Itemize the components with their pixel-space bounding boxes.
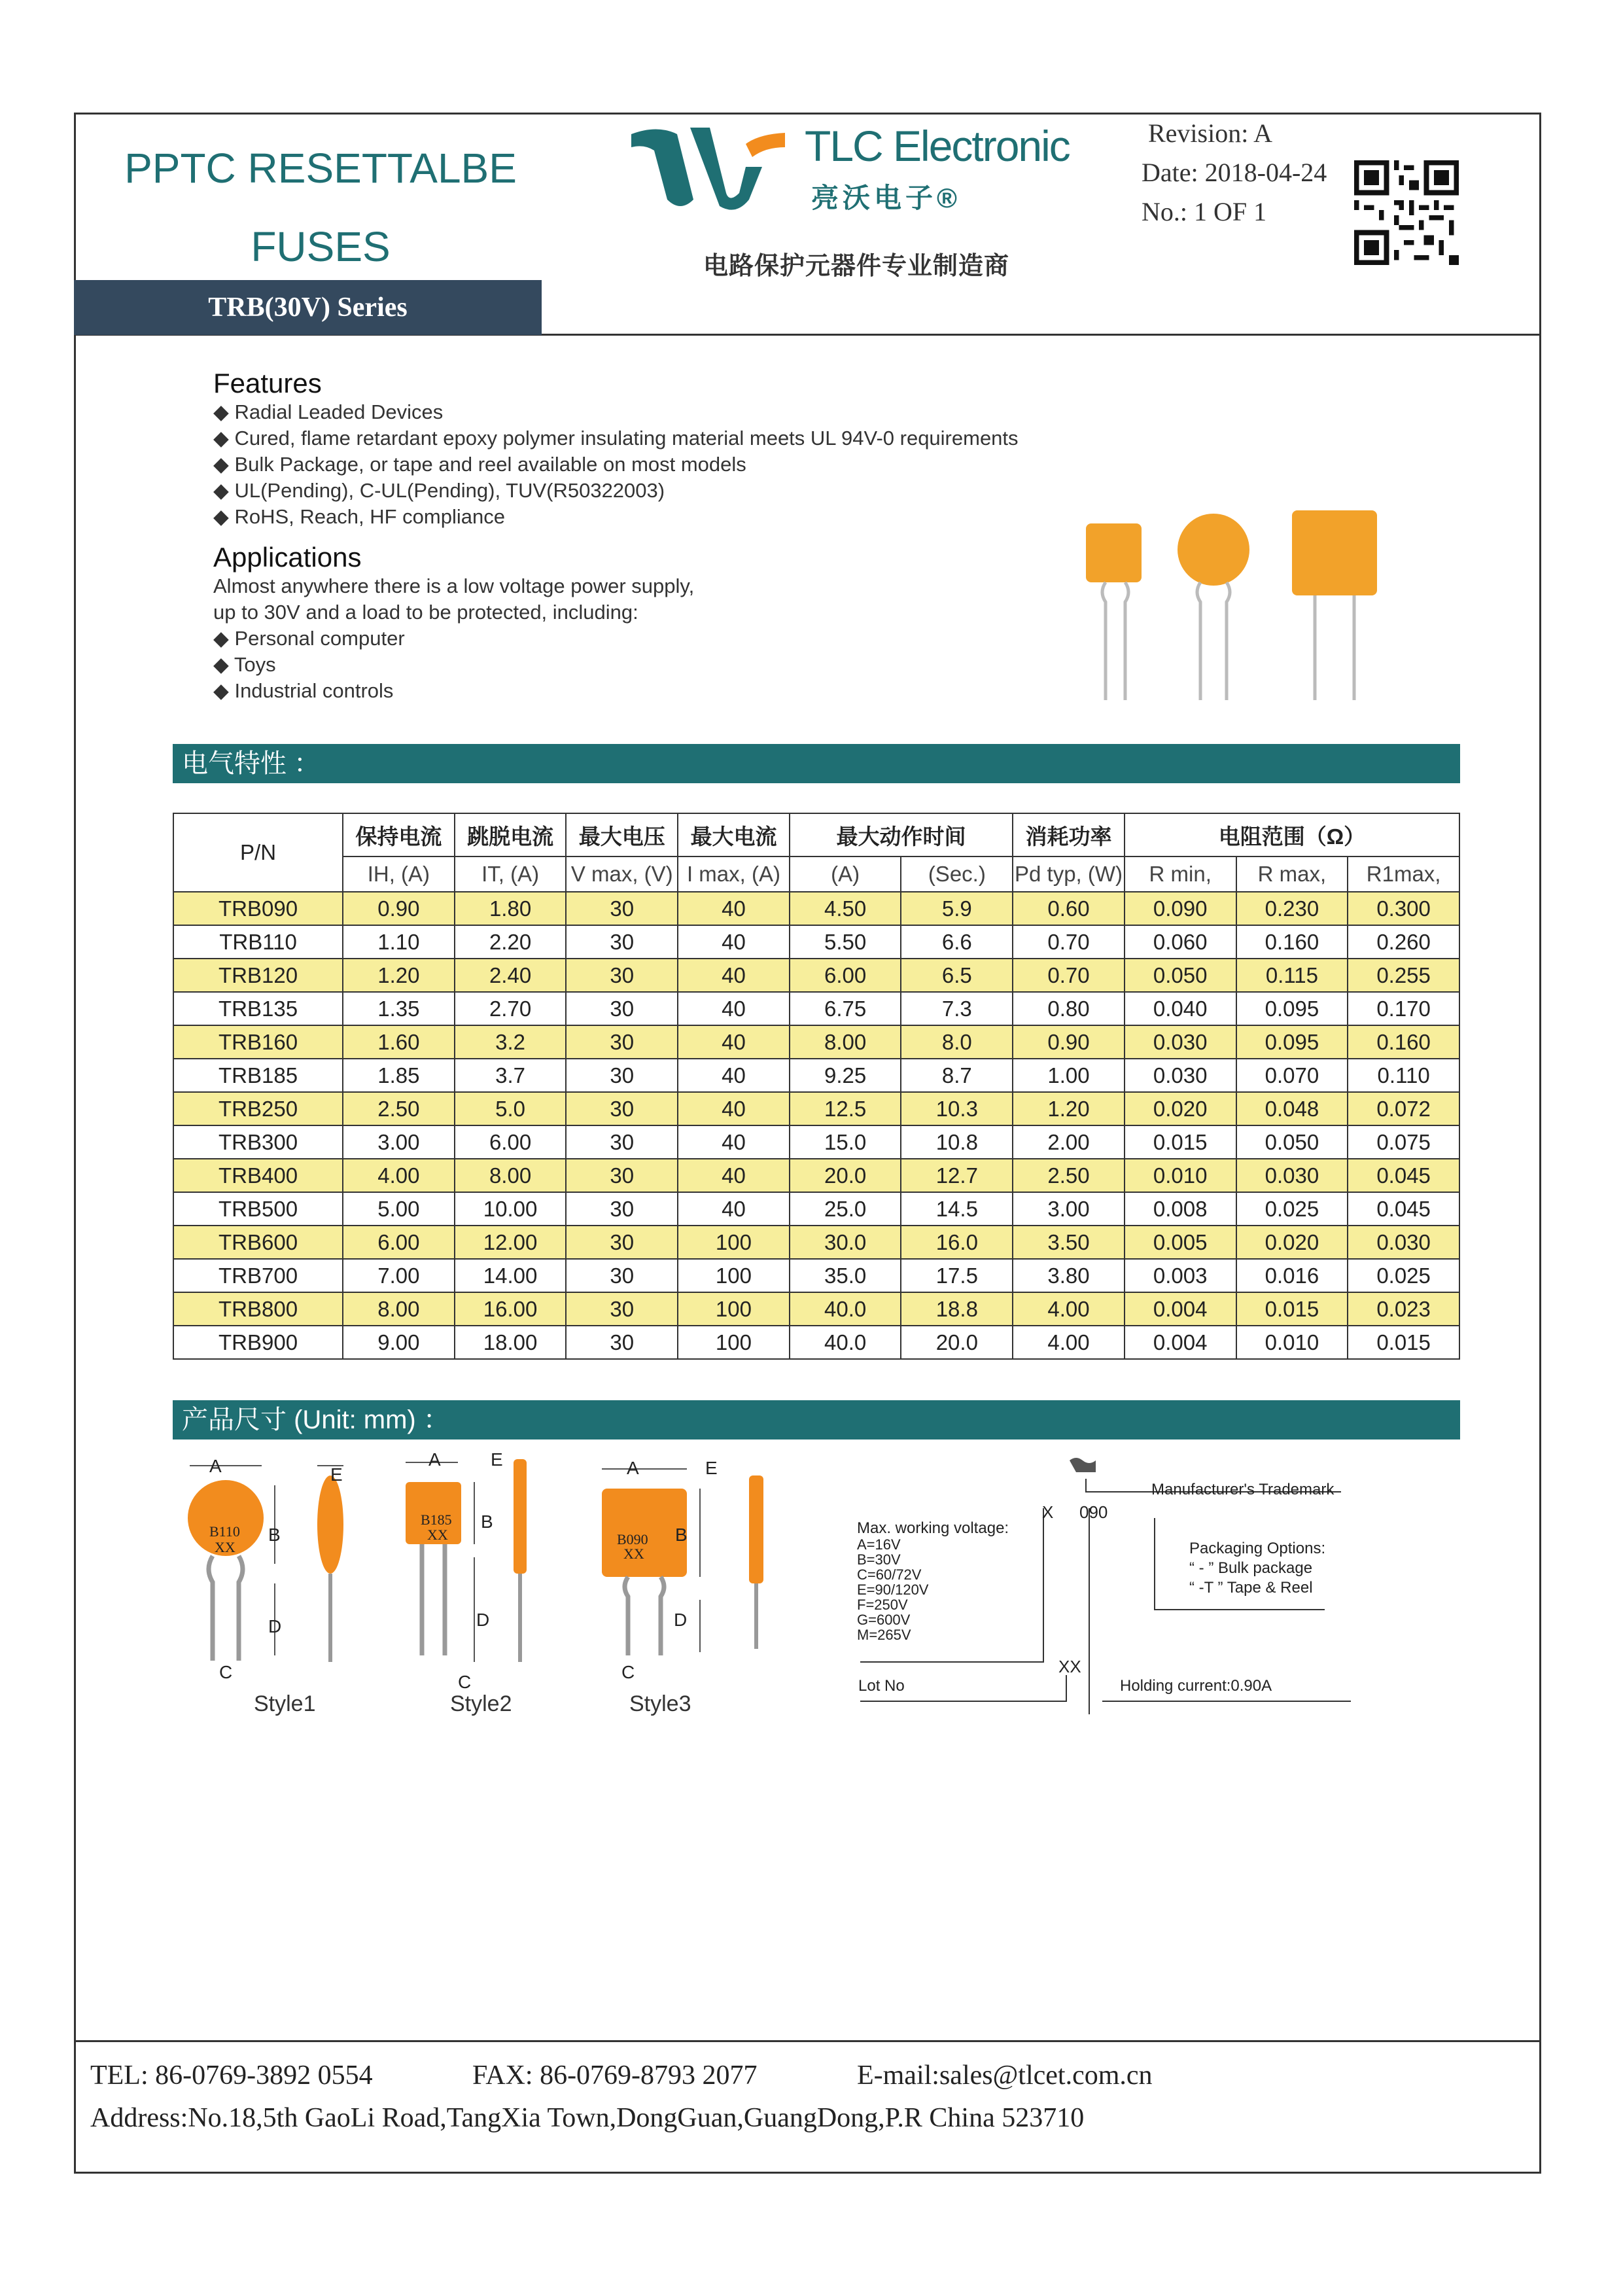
voltage-option: C=60/72V [857,1566,922,1583]
table-row [173,992,1459,1025]
value-cell: 0.070 [1236,1059,1348,1092]
value-cell: 0.70 [1013,959,1125,992]
part-number-cell: TRB120 [173,959,343,992]
value-cell: 12.5 [790,1092,901,1125]
value-cell: 8.00 [790,1025,901,1059]
marking-x: X [1042,1502,1054,1522]
value-cell: 16.0 [901,1226,1013,1259]
value-cell: 40.0 [790,1292,901,1326]
dim-letter: A [428,1449,441,1470]
value-cell: 0.300 [1348,892,1459,925]
value-cell: 0.045 [1348,1192,1459,1226]
value-cell: 0.115 [1236,959,1348,992]
value-cell: 1.80 [455,892,567,925]
voltage-title: Max. working voltage: [857,1519,1009,1537]
dim-letter: C [458,1672,472,1692]
style2-drawing [393,1446,550,1688]
value-cell: 0.004 [1125,1292,1236,1326]
value-cell: 2.20 [455,925,567,959]
value-cell: 5.00 [343,1192,455,1226]
value-cell: 0.030 [1125,1025,1236,1059]
value-cell: 0.60 [1013,892,1125,925]
value-cell: 40 [678,1092,790,1125]
value-cell: 0.010 [1125,1159,1236,1192]
value-cell: 0.060 [1125,925,1236,959]
header-resistance: 电阻范围（Ω） [1125,813,1459,857]
part-number-cell: TRB135 [173,992,343,1025]
value-cell: 25.0 [790,1192,901,1226]
value-cell: 30 [566,1092,678,1125]
value-cell: 18.00 [455,1326,567,1359]
value-cell: 0.030 [1125,1059,1236,1092]
unit-cell: IT, (A) [455,857,567,892]
value-cell: 6.00 [790,959,901,992]
value-cell: 40.0 [790,1326,901,1359]
value-cell: 6.6 [901,925,1013,959]
style1-drawing [177,1453,366,1688]
value-cell: 40 [678,1125,790,1159]
value-cell: 30 [566,1125,678,1159]
value-cell: 3.80 [1013,1259,1125,1292]
value-cell: 30 [566,1226,678,1259]
voltage-option: E=90/120V [857,1581,929,1598]
value-cell: 0.160 [1348,1025,1459,1059]
table-row [173,1292,1459,1326]
style3-drawing [589,1456,785,1691]
doc-number: No.: 1 OF 1 [1142,197,1267,226]
header-imax: 最大电流 [678,813,790,857]
unit-cell: (A) [790,857,901,892]
table-row [173,1192,1459,1226]
dim-letter: C [219,1662,233,1682]
value-cell: 0.160 [1236,925,1348,959]
unit-cell: (Sec.) [901,857,1013,892]
table-row [173,1059,1459,1092]
unit-cell: Pd typ, (W) [1013,857,1125,892]
value-cell: 20.0 [790,1159,901,1192]
value-cell: 4.00 [1013,1292,1125,1326]
table-row [173,1326,1459,1359]
date: Date: 2018-04-24 [1142,158,1327,187]
part-number-cell: TRB160 [173,1025,343,1059]
value-cell: 9.00 [343,1326,455,1359]
header-pn: P/N [173,813,343,892]
voltage-option: G=600V [857,1612,911,1628]
part-marking: B110 [209,1523,240,1540]
part-number-cell: TRB090 [173,892,343,925]
value-cell: 30.0 [790,1226,901,1259]
part-number-cell: TRB185 [173,1059,343,1092]
table-row [173,1159,1459,1192]
voltage-option: B=30V [857,1551,901,1568]
voltage-option: F=250V [857,1597,908,1613]
value-cell: 30 [566,1025,678,1059]
value-cell: 30 [566,1292,678,1326]
feature-item: ◆ Radial Leaded Devices [213,400,444,423]
marking-code: 090 [1079,1502,1108,1522]
value-cell: 0.255 [1348,959,1459,992]
part-number-cell: TRB700 [173,1259,343,1292]
value-cell: 3.00 [1013,1192,1125,1226]
value-cell: 0.016 [1236,1259,1348,1292]
table-row [173,1092,1459,1125]
feature-item: ◆ RoHS, Reach, HF compliance [213,505,505,528]
value-cell: 3.7 [455,1059,567,1092]
dim-letter: B [675,1525,688,1545]
table-row [173,959,1459,992]
value-cell: 14.5 [901,1192,1013,1226]
value-cell: 2.70 [455,992,567,1025]
dim-letter: E [330,1464,343,1485]
value-cell: 18.8 [901,1292,1013,1326]
value-cell: 40 [678,925,790,959]
value-cell: 0.90 [1013,1025,1125,1059]
style1-label: Style1 [254,1691,316,1716]
dim-letter: E [491,1449,503,1470]
value-cell: 6.75 [790,992,901,1025]
footer-email: E-mail:sales@tlcet.com.cn [857,2060,1153,2091]
value-cell: 2.00 [1013,1125,1125,1159]
value-cell: 17.5 [901,1259,1013,1292]
value-cell: 0.030 [1348,1226,1459,1259]
value-cell: 30 [566,1259,678,1292]
unit-cell: IH, (A) [343,857,455,892]
part-marking: XX [427,1527,448,1543]
unit-cell: R max, [1236,857,1348,892]
value-cell: 0.025 [1236,1192,1348,1226]
value-cell: 0.230 [1236,892,1348,925]
title-line1: PPTC RESETTALBE [124,145,517,192]
features-heading: Features [213,368,322,398]
value-cell: 0.004 [1125,1326,1236,1359]
applications-intro: up to 30V and a load to be protected, including: [213,601,638,624]
value-cell: 6.00 [455,1125,567,1159]
part-number-cell: TRB600 [173,1226,343,1259]
unit-cell: V max, (V) [566,857,678,892]
part-number-cell: TRB500 [173,1192,343,1226]
value-cell: 40 [678,1159,790,1192]
applications-intro: Almost anywhere there is a low voltage power supply, [213,574,695,597]
dimensions-band: 产品尺寸 (Unit: mm) ： [173,1400,1460,1439]
part-marking: XX [623,1545,644,1562]
title-line2: FUSES [251,223,391,270]
value-cell: 0.008 [1125,1192,1236,1226]
part-number-cell: TRB250 [173,1092,343,1125]
style2-label: Style2 [450,1691,512,1716]
value-cell: 3.50 [1013,1226,1125,1259]
value-cell: 5.50 [790,925,901,959]
part-marking: B185 [421,1511,452,1528]
value-cell: 0.095 [1236,992,1348,1025]
value-cell: 10.3 [901,1092,1013,1125]
tlc-logo-icon [631,121,788,213]
dim-letter: C [621,1662,635,1682]
unit-cell: R min, [1125,857,1236,892]
value-cell: 0.030 [1236,1159,1348,1192]
value-cell: 0.005 [1125,1226,1236,1259]
value-cell: 0.090 [1125,892,1236,925]
value-cell: 2.40 [455,959,567,992]
value-cell: 30 [566,1326,678,1359]
value-cell: 0.110 [1348,1059,1459,1092]
brand-name: TLC Electronic [805,122,1070,170]
value-cell: 0.70 [1013,925,1125,959]
trademark-label: Manufacturer's Trademark [1151,1481,1335,1498]
part-number-cell: TRB900 [173,1326,343,1359]
value-cell: 0.045 [1348,1159,1459,1192]
lot-label: Lot No [858,1677,905,1695]
value-cell: 30 [566,1192,678,1226]
footer-tel: TEL: 86-0769-3892 0554 [90,2060,373,2091]
application-item: ◆ Industrial controls [213,679,394,702]
value-cell: 1.20 [343,959,455,992]
part-number-cell: TRB800 [173,1292,343,1326]
value-cell: 100 [678,1226,790,1259]
value-cell: 1.00 [1013,1059,1125,1092]
value-cell: 4.00 [1013,1326,1125,1359]
value-cell: 3.2 [455,1025,567,1059]
header-vmax: 最大电压 [566,813,678,857]
header-time: 最大动作时间 [790,813,1013,857]
value-cell: 0.010 [1236,1326,1348,1359]
dim-letter: B [481,1511,493,1532]
table-row [173,1259,1459,1292]
value-cell: 30 [566,1159,678,1192]
value-cell: 2.50 [1013,1159,1125,1192]
value-cell: 100 [678,1326,790,1359]
value-cell: 20.0 [901,1326,1013,1359]
value-cell: 0.003 [1125,1259,1236,1292]
header-hold: 保持电流 [343,813,455,857]
brand-name-cn: 亮沃电子® [811,183,961,213]
value-cell: 0.075 [1348,1125,1459,1159]
application-item: ◆ Personal computer [213,627,405,650]
value-cell: 1.10 [343,925,455,959]
revision: Revision: A [1148,118,1273,148]
packaging-option: “ - ” Bulk package [1189,1559,1313,1577]
value-cell: 7.3 [901,992,1013,1025]
part-marking: XX [215,1539,236,1555]
dim-letter: D [674,1610,688,1630]
value-cell: 0.015 [1348,1326,1459,1359]
value-cell: 0.260 [1348,925,1459,959]
value-cell: 9.25 [790,1059,901,1092]
value-cell: 0.015 [1236,1292,1348,1326]
series-label: TRB(30V) Series [74,280,542,335]
value-cell: 8.0 [901,1025,1013,1059]
value-cell: 0.020 [1236,1226,1348,1259]
part-number-cell: TRB110 [173,925,343,959]
part-marking: B090 [617,1531,648,1547]
value-cell: 3.00 [343,1125,455,1159]
unit-cell: I max, (A) [678,857,790,892]
dim-letter: A [627,1458,639,1478]
value-cell: 10.00 [455,1192,567,1226]
table-row [173,1226,1459,1259]
footer-address: Address:No.18,5th GaoLi Road,TangXia Town,DongGuan,GuangDong,P.R China 523710 [90,2103,1085,2133]
holding-label: Holding current:0.90A [1120,1677,1272,1695]
value-cell: 4.00 [343,1159,455,1192]
dim-letter: A [209,1456,222,1476]
electrical-table [173,813,1460,1360]
part-number-cell: TRB300 [173,1125,343,1159]
value-cell: 40 [678,1192,790,1226]
value-cell: 100 [678,1259,790,1292]
value-cell: 6.00 [343,1226,455,1259]
value-cell: 8.00 [343,1292,455,1326]
value-cell: 4.50 [790,892,901,925]
voltage-option: A=16V [857,1536,901,1553]
value-cell: 5.0 [455,1092,567,1125]
value-cell: 30 [566,892,678,925]
value-cell: 8.7 [901,1059,1013,1092]
dim-letter: D [476,1610,490,1630]
value-cell: 1.85 [343,1059,455,1092]
value-cell: 8.00 [455,1159,567,1192]
value-cell: 30 [566,959,678,992]
value-cell: 0.050 [1125,959,1236,992]
value-cell: 0.095 [1236,1025,1348,1059]
feature-item: ◆ Cured, flame retardant epoxy polymer insulating material meets UL 94V-0 requirements [213,427,1019,450]
value-cell: 2.50 [343,1092,455,1125]
product-photo [1079,504,1446,700]
value-cell: 0.040 [1125,992,1236,1025]
value-cell: 12.7 [901,1159,1013,1192]
value-cell: 100 [678,1292,790,1326]
feature-item: ◆ UL(Pending), C-UL(Pending), TUV(R50322003) [213,479,665,502]
value-cell: 0.015 [1125,1125,1236,1159]
value-cell: 0.80 [1013,992,1125,1025]
value-cell: 6.5 [901,959,1013,992]
value-cell: 15.0 [790,1125,901,1159]
tagline: 电路保护元器件专业制造商 [703,253,1010,280]
value-cell: 30 [566,925,678,959]
value-cell: 1.60 [343,1025,455,1059]
value-cell: 40 [678,1059,790,1092]
electrical-band: 电气特性 ： [173,744,1460,783]
value-cell: 0.025 [1348,1259,1459,1292]
value-cell: 40 [678,959,790,992]
applications-heading: Applications [213,542,362,573]
table-row [173,892,1459,925]
value-cell: 40 [678,992,790,1025]
dim-letter: B [268,1525,281,1545]
table-row [173,1025,1459,1059]
value-cell: 0.90 [343,892,455,925]
value-cell: 1.20 [1013,1092,1125,1125]
value-cell: 35.0 [790,1259,901,1292]
value-cell: 10.8 [901,1125,1013,1159]
packaging-option: “ -T ” Tape & Reel [1189,1579,1313,1597]
packaging-title: Packaging Options: [1189,1540,1326,1557]
value-cell: 30 [566,1059,678,1092]
value-cell: 12.00 [455,1226,567,1259]
unit-cell: R1max, [1348,857,1459,892]
value-cell: 0.170 [1348,992,1459,1025]
header-power: 消耗功率 [1013,813,1125,857]
dim-letter: D [268,1616,282,1636]
value-cell: 0.048 [1236,1092,1348,1125]
value-cell: 40 [678,892,790,925]
value-cell: 0.072 [1348,1092,1459,1125]
qr-code-icon [1354,160,1459,265]
value-cell: 16.00 [455,1292,567,1326]
header-trip: 跳脱电流 [455,813,567,857]
footer-fax: FAX: 86-0769-8793 2077 [472,2060,758,2091]
value-cell: 40 [678,1025,790,1059]
value-cell: 1.35 [343,992,455,1025]
part-number-cell: TRB400 [173,1159,343,1192]
feature-item: ◆ Bulk Package, or tape and reel available on most models [213,453,746,476]
style3-label: Style3 [629,1691,691,1716]
value-cell: 5.9 [901,892,1013,925]
value-cell: 7.00 [343,1259,455,1292]
footer-divider [74,2040,1541,2042]
application-item: ◆ Toys [213,653,276,676]
dim-letter: E [705,1458,718,1478]
value-cell: 0.050 [1236,1125,1348,1159]
value-cell: 0.023 [1348,1292,1459,1326]
table-row [173,1125,1459,1159]
value-cell: 14.00 [455,1259,567,1292]
value-cell: 0.020 [1125,1092,1236,1125]
voltage-option: M=265V [857,1627,911,1643]
table-row [173,925,1459,959]
marking-xx: XX [1058,1657,1081,1676]
value-cell: 30 [566,992,678,1025]
